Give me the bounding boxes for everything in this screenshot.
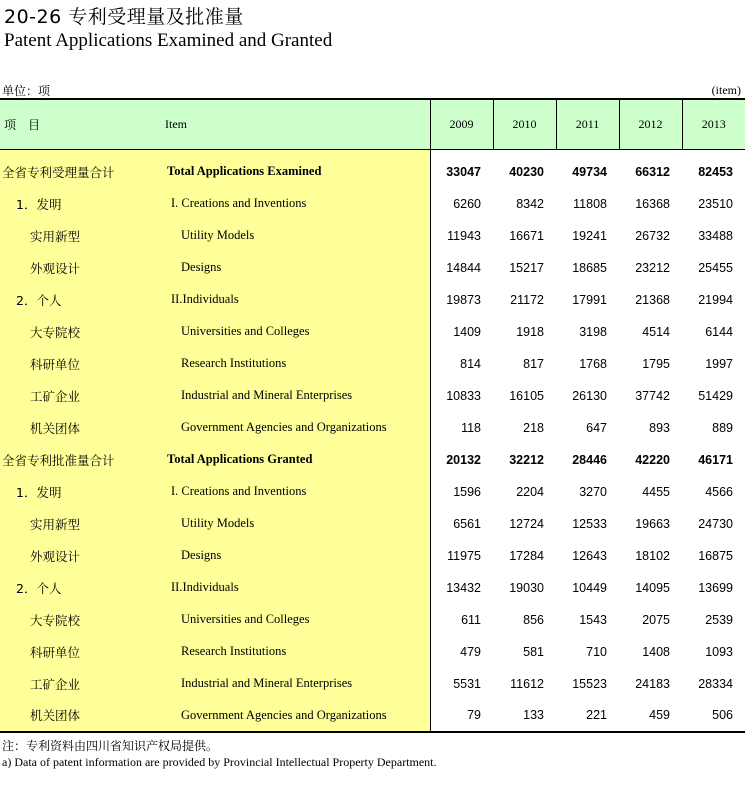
value-cell: 28446 (572, 452, 607, 467)
patent-table (0, 98, 745, 733)
row-label-chinese: 全省专利批准量合计 (0, 444, 165, 476)
value-cell: 28334 (698, 676, 733, 691)
value-cell: 1408 (642, 644, 670, 659)
row-label-english: Government Agencies and Organizations (165, 412, 430, 444)
row-label-english: Utility Models (165, 220, 430, 252)
row-label-english: II.Individuals (165, 284, 430, 316)
value-cell: 49734 (572, 164, 607, 179)
value-cell: 24730 (698, 516, 733, 531)
value-cell: 17284 (509, 548, 544, 563)
value-cell: 15217 (509, 260, 544, 275)
value-cell: 6144 (705, 324, 733, 339)
value-cell: 82453 (698, 164, 733, 179)
row-label-english: II.Individuals (165, 572, 430, 604)
value-cell: 133 (493, 700, 556, 732)
value-cell: 12533 (572, 516, 607, 531)
value-cell: 2075 (642, 612, 670, 627)
row-label-chinese: 2．个人 (0, 572, 165, 604)
row-label-chinese: 1．发明 (0, 476, 165, 508)
value-cell: 26732 (635, 228, 670, 243)
value-cell: 893 (649, 420, 670, 435)
row-label-chinese: 全省专利受理量合计 (0, 156, 165, 188)
value-cell: 24183 (635, 676, 670, 691)
value-cell: 23510 (698, 196, 733, 211)
value-cell: 42220 (635, 452, 670, 467)
table-row (0, 476, 745, 508)
row-label-english: Government Agencies and Organizations (165, 700, 430, 732)
value-cell: 6260 (453, 196, 481, 211)
value-cell: 611 (461, 612, 481, 627)
row-label-chinese: 2．个人 (0, 284, 165, 316)
value-cell: 33488 (698, 228, 733, 243)
table-body (0, 149, 745, 732)
table-row (0, 508, 745, 540)
value-cell: 13699 (698, 580, 733, 595)
value-cell: 33047 (446, 164, 481, 179)
value-cell: 4566 (705, 484, 733, 499)
value-cell: 16105 (509, 388, 544, 403)
row-label-english: Total Applications Granted (165, 444, 430, 476)
row-label-english: Industrial and Mineral Enterprises (165, 380, 430, 412)
table-title-english: Patent Applications Examined and Granted (4, 30, 333, 51)
value-cell: 817 (523, 356, 544, 371)
table-row (0, 444, 745, 476)
header-year: 2009 (430, 99, 493, 149)
table-row (0, 188, 745, 220)
row-label-chinese: 1．发明 (0, 188, 165, 220)
row-label-chinese: 实用新型 (0, 220, 165, 252)
value-cell: 4514 (642, 324, 670, 339)
row-label-chinese: 实用新型 (0, 508, 165, 540)
table-row (0, 380, 745, 412)
table-row (0, 668, 745, 700)
value-cell: 1409 (453, 324, 481, 339)
header-year: 2013 (682, 99, 745, 149)
value-cell: 8342 (516, 196, 544, 211)
value-cell: 13432 (446, 580, 481, 595)
value-cell: 506 (682, 700, 745, 732)
row-label-english: Research Institutions (165, 348, 430, 380)
value-cell: 19030 (509, 580, 544, 595)
value-cell: 21172 (510, 292, 544, 307)
row-label-english: Universities and Colleges (165, 316, 430, 348)
table-row (0, 540, 745, 572)
value-cell: 1543 (579, 612, 607, 627)
row-label-english: Designs (165, 540, 430, 572)
unit-label-english: (item) (711, 83, 741, 97)
value-cell: 221 (556, 700, 619, 732)
value-cell: 14095 (635, 580, 670, 595)
value-cell: 6561 (453, 516, 481, 531)
value-cell: 118 (461, 420, 481, 435)
value-cell: 2204 (516, 484, 544, 499)
value-cell: 19241 (572, 228, 607, 243)
value-cell: 889 (712, 420, 733, 435)
value-cell: 814 (460, 356, 481, 371)
row-label-chinese: 外观设计 (0, 540, 165, 572)
value-cell: 1596 (453, 484, 481, 499)
row-label-english: Research Institutions (165, 636, 430, 668)
footnote-chinese: 注：专利资料由四川省知识产权局提供。 (2, 739, 219, 753)
header-item-chinese: 项 目 (0, 99, 165, 149)
value-cell: 1093 (705, 644, 733, 659)
value-cell: 1768 (579, 356, 607, 371)
value-cell: 37742 (635, 388, 670, 403)
value-cell: 11612 (510, 676, 544, 691)
value-cell: 16671 (509, 228, 544, 243)
row-label-english: I. Creations and Inventions (165, 476, 430, 508)
table-row (0, 252, 745, 284)
value-cell: 10449 (572, 580, 607, 595)
value-cell: 11975 (447, 548, 481, 563)
footnote-english: a) Data of patent information are provided by Provincial Intellectual Property Department. (2, 755, 437, 769)
row-label-chinese: 机关团体 (0, 412, 165, 444)
value-cell: 647 (586, 420, 607, 435)
row-label-chinese: 科研单位 (0, 348, 165, 380)
table-row (0, 316, 745, 348)
patent-table-container (0, 98, 745, 733)
value-cell: 19873 (446, 292, 481, 307)
unit-label-chinese: 单位：项 (2, 84, 51, 98)
table-row (0, 348, 745, 380)
value-cell: 12724 (509, 516, 544, 531)
value-cell: 25455 (698, 260, 733, 275)
value-cell: 14844 (446, 260, 481, 275)
value-cell: 18102 (635, 548, 670, 563)
header-row (0, 99, 745, 149)
value-cell: 16875 (698, 548, 733, 563)
value-cell: 710 (586, 644, 607, 659)
value-cell: 856 (523, 612, 544, 627)
value-cell: 5531 (453, 676, 481, 691)
value-cell: 581 (523, 644, 544, 659)
table-row (0, 700, 745, 732)
value-cell: 19663 (635, 516, 670, 531)
table-row (0, 412, 745, 444)
table-title-chinese: 20-26 专利受理量及批准量 (4, 6, 244, 28)
value-cell: 32212 (509, 452, 544, 467)
table-row (0, 636, 745, 668)
value-cell: 218 (523, 420, 544, 435)
value-cell: 40230 (509, 164, 544, 179)
table-row (0, 284, 745, 316)
value-cell: 79 (430, 700, 493, 732)
table-row (0, 156, 745, 188)
header-year: 2012 (619, 99, 682, 149)
value-cell: 2539 (705, 612, 733, 627)
table-row (0, 604, 745, 636)
value-cell: 1918 (516, 324, 544, 339)
value-cell: 15523 (572, 676, 607, 691)
value-cell: 18685 (572, 260, 607, 275)
header-year: 2010 (493, 99, 556, 149)
value-cell: 51429 (698, 388, 733, 403)
row-label-chinese: 机关团体 (0, 700, 165, 732)
value-cell: 10833 (446, 388, 481, 403)
value-cell: 1997 (705, 356, 733, 371)
value-cell: 21994 (698, 292, 733, 307)
row-label-chinese: 大专院校 (0, 604, 165, 636)
table-header (0, 99, 745, 149)
value-cell: 3270 (579, 484, 607, 499)
value-cell: 20132 (446, 452, 481, 467)
value-cell: 26130 (572, 388, 607, 403)
value-cell: 11943 (447, 228, 481, 243)
header-item-english: Item (165, 99, 430, 149)
row-label-chinese: 科研单位 (0, 636, 165, 668)
row-label-chinese: 工矿企业 (0, 668, 165, 700)
value-cell: 1795 (642, 356, 670, 371)
value-cell: 4455 (642, 484, 670, 499)
value-cell: 11808 (573, 196, 607, 211)
value-cell: 23212 (635, 260, 670, 275)
value-cell: 3198 (579, 324, 607, 339)
value-cell: 479 (460, 644, 481, 659)
value-cell: 16368 (635, 196, 670, 211)
header-year: 2011 (556, 99, 619, 149)
value-cell: 17991 (572, 292, 607, 307)
row-label-english: Utility Models (165, 508, 430, 540)
value-cell: 12643 (572, 548, 607, 563)
row-label-english: Universities and Colleges (165, 604, 430, 636)
value-cell: 46171 (698, 452, 733, 467)
row-label-chinese: 工矿企业 (0, 380, 165, 412)
row-label-english: I. Creations and Inventions (165, 188, 430, 220)
row-label-english: Total Applications Examined (165, 156, 430, 188)
row-label-chinese: 大专院校 (0, 316, 165, 348)
row-label-english: Designs (165, 252, 430, 284)
value-cell: 459 (619, 700, 682, 732)
table-row (0, 220, 745, 252)
value-cell: 21368 (635, 292, 670, 307)
table-row (0, 572, 745, 604)
value-cell: 66312 (635, 164, 670, 179)
row-label-chinese: 外观设计 (0, 252, 165, 284)
row-label-english: Industrial and Mineral Enterprises (165, 668, 430, 700)
